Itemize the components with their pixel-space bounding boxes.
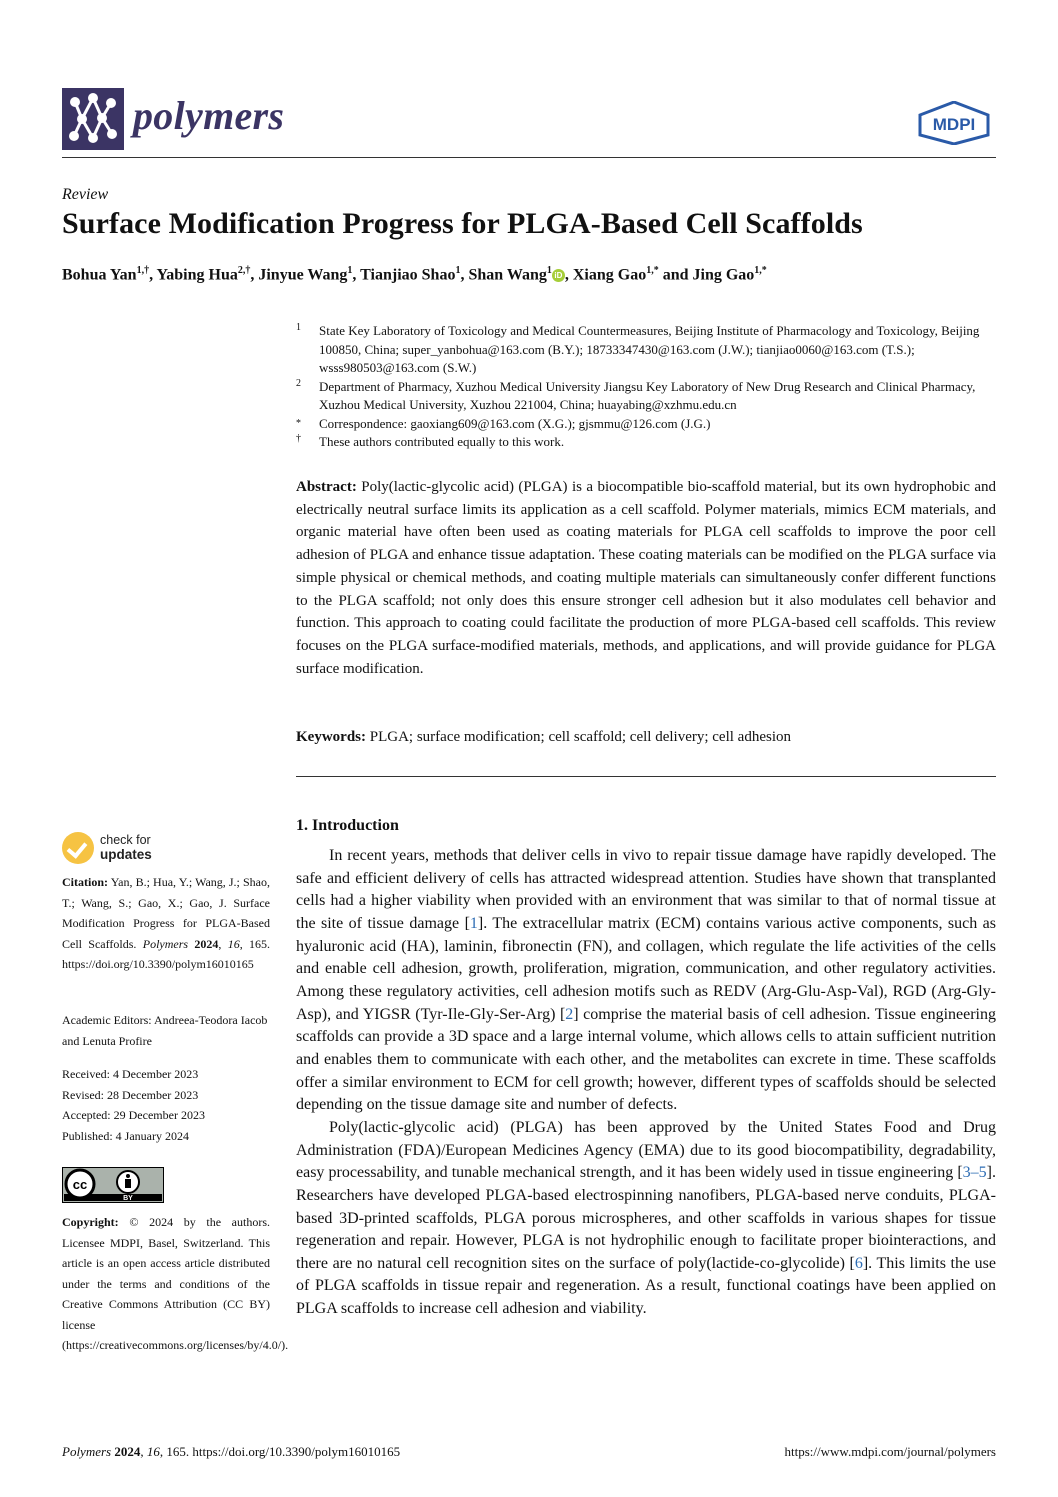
section-divider	[296, 776, 996, 777]
author-list: Bohua Yan$^{1,\dagger}$, Yabing Hua$^{2,\dagger}$, Jinyue Wang$^1$, Tianjiao Shao$^1$, Shan Wang$^1$ iD , Xiang Gao$^{1,*}$ and Jing Gao$^{1,*}$	[62, 265, 767, 284]
affiliation-item: 1 State Key Laboratory of Toxicology and Medical Countermeasures, Beijing Institute of Pharmacology and Toxicology, Beijing 100850, China; super_yanbohua@163.com (B.Y.); 18733347430@163.com (J.W.); tianjiao0060@163.com (T.S.); wsss980503@163.com (S.W.)	[296, 322, 980, 375]
citation-volume: 16	[227, 936, 240, 951]
polymers-logo-icon	[62, 88, 124, 150]
author-affil-mark: 1	[347, 265, 353, 276]
author-name[interactable]: Shan Wang	[468, 266, 547, 284]
body-text	[296, 845, 996, 1321]
publication-dates	[62, 1064, 270, 1146]
cc-label: cc	[72, 1177, 88, 1192]
copyright-notice	[62, 1212, 289, 1356]
footer-citation: Polymers 2024, 16, 165. https://doi.org/10.3390/polym16010165	[62, 1444, 401, 1459]
citation-journal: Polymers	[142, 936, 189, 951]
body-paragraph: Poly(lactic-glycolic acid) (PLGA) has been approved by the United States Food and Drug Administration (FDA)/European Medicines Agency (EMA) due to its good biocompatibility, degradability, easy processability, and tunable mechanical strength, and it has been widely used in tissue engineering [3–5]. Researchers have developed PLGA-based electrospinning nanofibers, PLGA-based nerve conduits, PLGA-based 3D-printed scaffolds, PLGA porous microspheres, and other scaffolds in various shapes for tissue regeneration and repair. However, PLGA is not hydrophilic enough to facilitate proper biointeractions, and there are no natural cell recognition sites on the surface of poly(lactide-co-glycolide) [6]. This limits the use of PLGA scaffolds in tissue repair and regeneration. As a result, functional coatings have been applied on PLGA scaffolds to increase cell adhesion and viability.	[296, 1118, 997, 1318]
revised-date: Revised: 28 December 2023	[62, 1087, 199, 1102]
citation-text: Yan, B.; Hua, Y.; Wang, J.; Shao, T.; Wang, S.; Gao, X.; Gao, J. Surface Modification Progress for PLGA-Based Cell Scaffolds.	[62, 875, 271, 951]
copyright-label: Copyright:	[62, 1215, 119, 1229]
article-type: Review	[62, 186, 109, 203]
citation-link[interactable]: 6	[854, 1254, 863, 1272]
author-name[interactable]: Jinyue Wang	[258, 266, 348, 284]
author-name[interactable]: Tianjiao Shao	[360, 266, 456, 284]
correspondence-note: * Correspondence: gaoxiang609@163.com (X.G.); gjsmmu@126.com (J.G.)	[296, 415, 711, 431]
citation-block: Citation: Yan, B.; Hua, Y.; Wang, J.; Shao, T.; Wang, S.; Gao, X.; Gao, J. Surface Modification Progress for PLGA-Based Cell Scaffolds. Polymers 2024, 16, 165. https://doi.org/10.3390/polym16010165	[62, 875, 271, 971]
accepted-date: Accepted: 29 December 2023	[62, 1108, 205, 1122]
author-affil-mark: 1,†	[136, 265, 150, 276]
paper-title: Surface Modification Progress for PLGA-Based Cell Scaffolds	[62, 207, 863, 240]
check-icon	[62, 832, 94, 864]
check-line1: check for	[100, 833, 151, 847]
copyright-text: © 2024 by the authors. Licensee MDPI, Basel, Switzerland. This article is an open access article distributed under the terms and conditions of the Creative Commons Attribution (CC BY) license (https://creativecommons.org/licenses/by/4.0/).	[62, 1215, 289, 1352]
citation-link[interactable]: 2	[565, 1005, 574, 1023]
by-label: BY	[123, 1195, 133, 1202]
author-name[interactable]: Jing Gao	[692, 266, 755, 284]
keywords	[296, 729, 996, 746]
equal-contribution-note: † These authors contributed equally to this work.	[296, 433, 565, 449]
academic-editors: Academic Editors: Andreea-Teodora Iacob and Lenuta Profire	[62, 1013, 268, 1048]
mdpi-logo-icon	[918, 101, 990, 145]
footer-year: 2024	[114, 1444, 141, 1459]
header-rule	[62, 157, 996, 158]
received-date: Received: 4 December 2023	[62, 1067, 199, 1081]
author-affil-mark: 1	[455, 265, 461, 276]
affiliation-item: 2 Department of Pharmacy, Xuzhou Medical University Jiangsu Key Laboratory of New Drug Research and Clinical Pharmacy, Xuzhou Medical University, Xuzhou 221004, China; huayabing@xzhmu.edu.cn	[296, 377, 976, 412]
citation-doi[interactable]: , 165. https://doi.org/10.3390/polym16010165	[62, 936, 270, 971]
keywords-label: Keywords:	[296, 729, 366, 745]
keywords-text: PLGA; surface modification; cell scaffold; cell delivery; cell adhesion	[369, 729, 791, 745]
citation-link[interactable]: 1	[469, 914, 478, 932]
published-date: Published: 4 January 2024	[62, 1128, 189, 1143]
check-for-updates-button[interactable]	[62, 832, 202, 868]
journal-name: polymers	[133, 93, 285, 138]
affiliations	[296, 322, 996, 452]
citation-link[interactable]: 3–5	[962, 1164, 987, 1182]
body-paragraph: In recent years, methods that deliver cells in vivo to repair tissue damage have rapidly developed. The safe and efficient delivery of cells has attracted widespread attention. Studies have shown that transplanted cells had a higher viability when provided with an environment that was similar to that of normal tissue at the site of tissue damage [1]. The extracellular matrix (ECM) contains various active components, such as hyaluronic acid (HA), laminin, fibronectin (FN), and collagen, which regulate the life activities of the cells and enable cell adhesion, growth, proliferation, migration, communication, and other regulatory activities. Among these regulatory activities, cell adhesion motifs such as REDV (Arg-Glu-Asp-Val), RGD (Arg-Gly-Asp), and YIGSR (Tyr-Ile-Gly-Ser-Arg) [2] comprise the material basis of cell adhesion. Tissue engineering scaffolds can provide a 3D space and a large internal volume, which allows cells to attain sufficient nutrition and enables them to communicate with each other, and the metabolites can excrete in time. These scaffolds offer a similar environment to ECM for cell growth; however, different types of scaffolds should be selected depending on the tissue damage site and number of defects.	[296, 847, 997, 1114]
abstract-text: Poly(lactic-glycolic acid) (PLGA) is a biocompatible bio-scaffold material, but its own hydrophobic and electrically neutral surface limits its application as a cell scaffold. Polymer materials, mimics ECM materials, and organic material have often been used as coating materials for PLGA cell scaffolds to improve the poor cell adhesion of PLGA and enhance tissue adaptation. These coating materials can be modified on the PLGA surface via simple physical or chemical methods, and coating multiple materials can simultaneously confer different functions to the PLGA scaffold; not only does this ensure stronger cell adhesion but it also modulates cell behavior and function. This approach to coating could facilitate the production of more PLGA-based cell scaffolds. This review focuses on the PLGA surface-modified materials, methods, and applications, and will provide guidance for PLGA surface modification.	[296, 479, 997, 677]
footer-volume: 16	[146, 1444, 160, 1459]
check-line2: updates	[100, 846, 152, 862]
citation-label: Citation:	[62, 875, 108, 889]
author-name[interactable]: Bohua Yan	[62, 266, 137, 284]
section-heading: 1. Introduction	[296, 817, 399, 834]
footer-journal: Polymers	[62, 1444, 112, 1459]
orcid-icon[interactable]: iD	[552, 269, 565, 282]
abstract	[296, 476, 996, 680]
author-affil-mark: 1,*	[754, 265, 767, 276]
author-affil-mark: 1	[546, 265, 552, 276]
abstract-label: Abstract:	[296, 479, 357, 495]
mdpi-logo-text: MDPI	[932, 115, 976, 134]
author-name[interactable]: Xiang Gao	[572, 266, 647, 284]
author-name[interactable]: Yabing Hua	[156, 266, 238, 284]
author-affil-mark: 2,†	[237, 265, 251, 276]
citation-year: 2024	[194, 936, 219, 951]
footer-doi-link[interactable]: , 165. https://doi.org/10.3390/polym16010165	[159, 1444, 401, 1459]
author-affil-mark: 1,*	[646, 265, 659, 276]
cc-by-license-icon[interactable]	[62, 1167, 164, 1203]
journal-url-link[interactable]: https://www.mdpi.com/journal/polymers	[784, 1444, 996, 1459]
